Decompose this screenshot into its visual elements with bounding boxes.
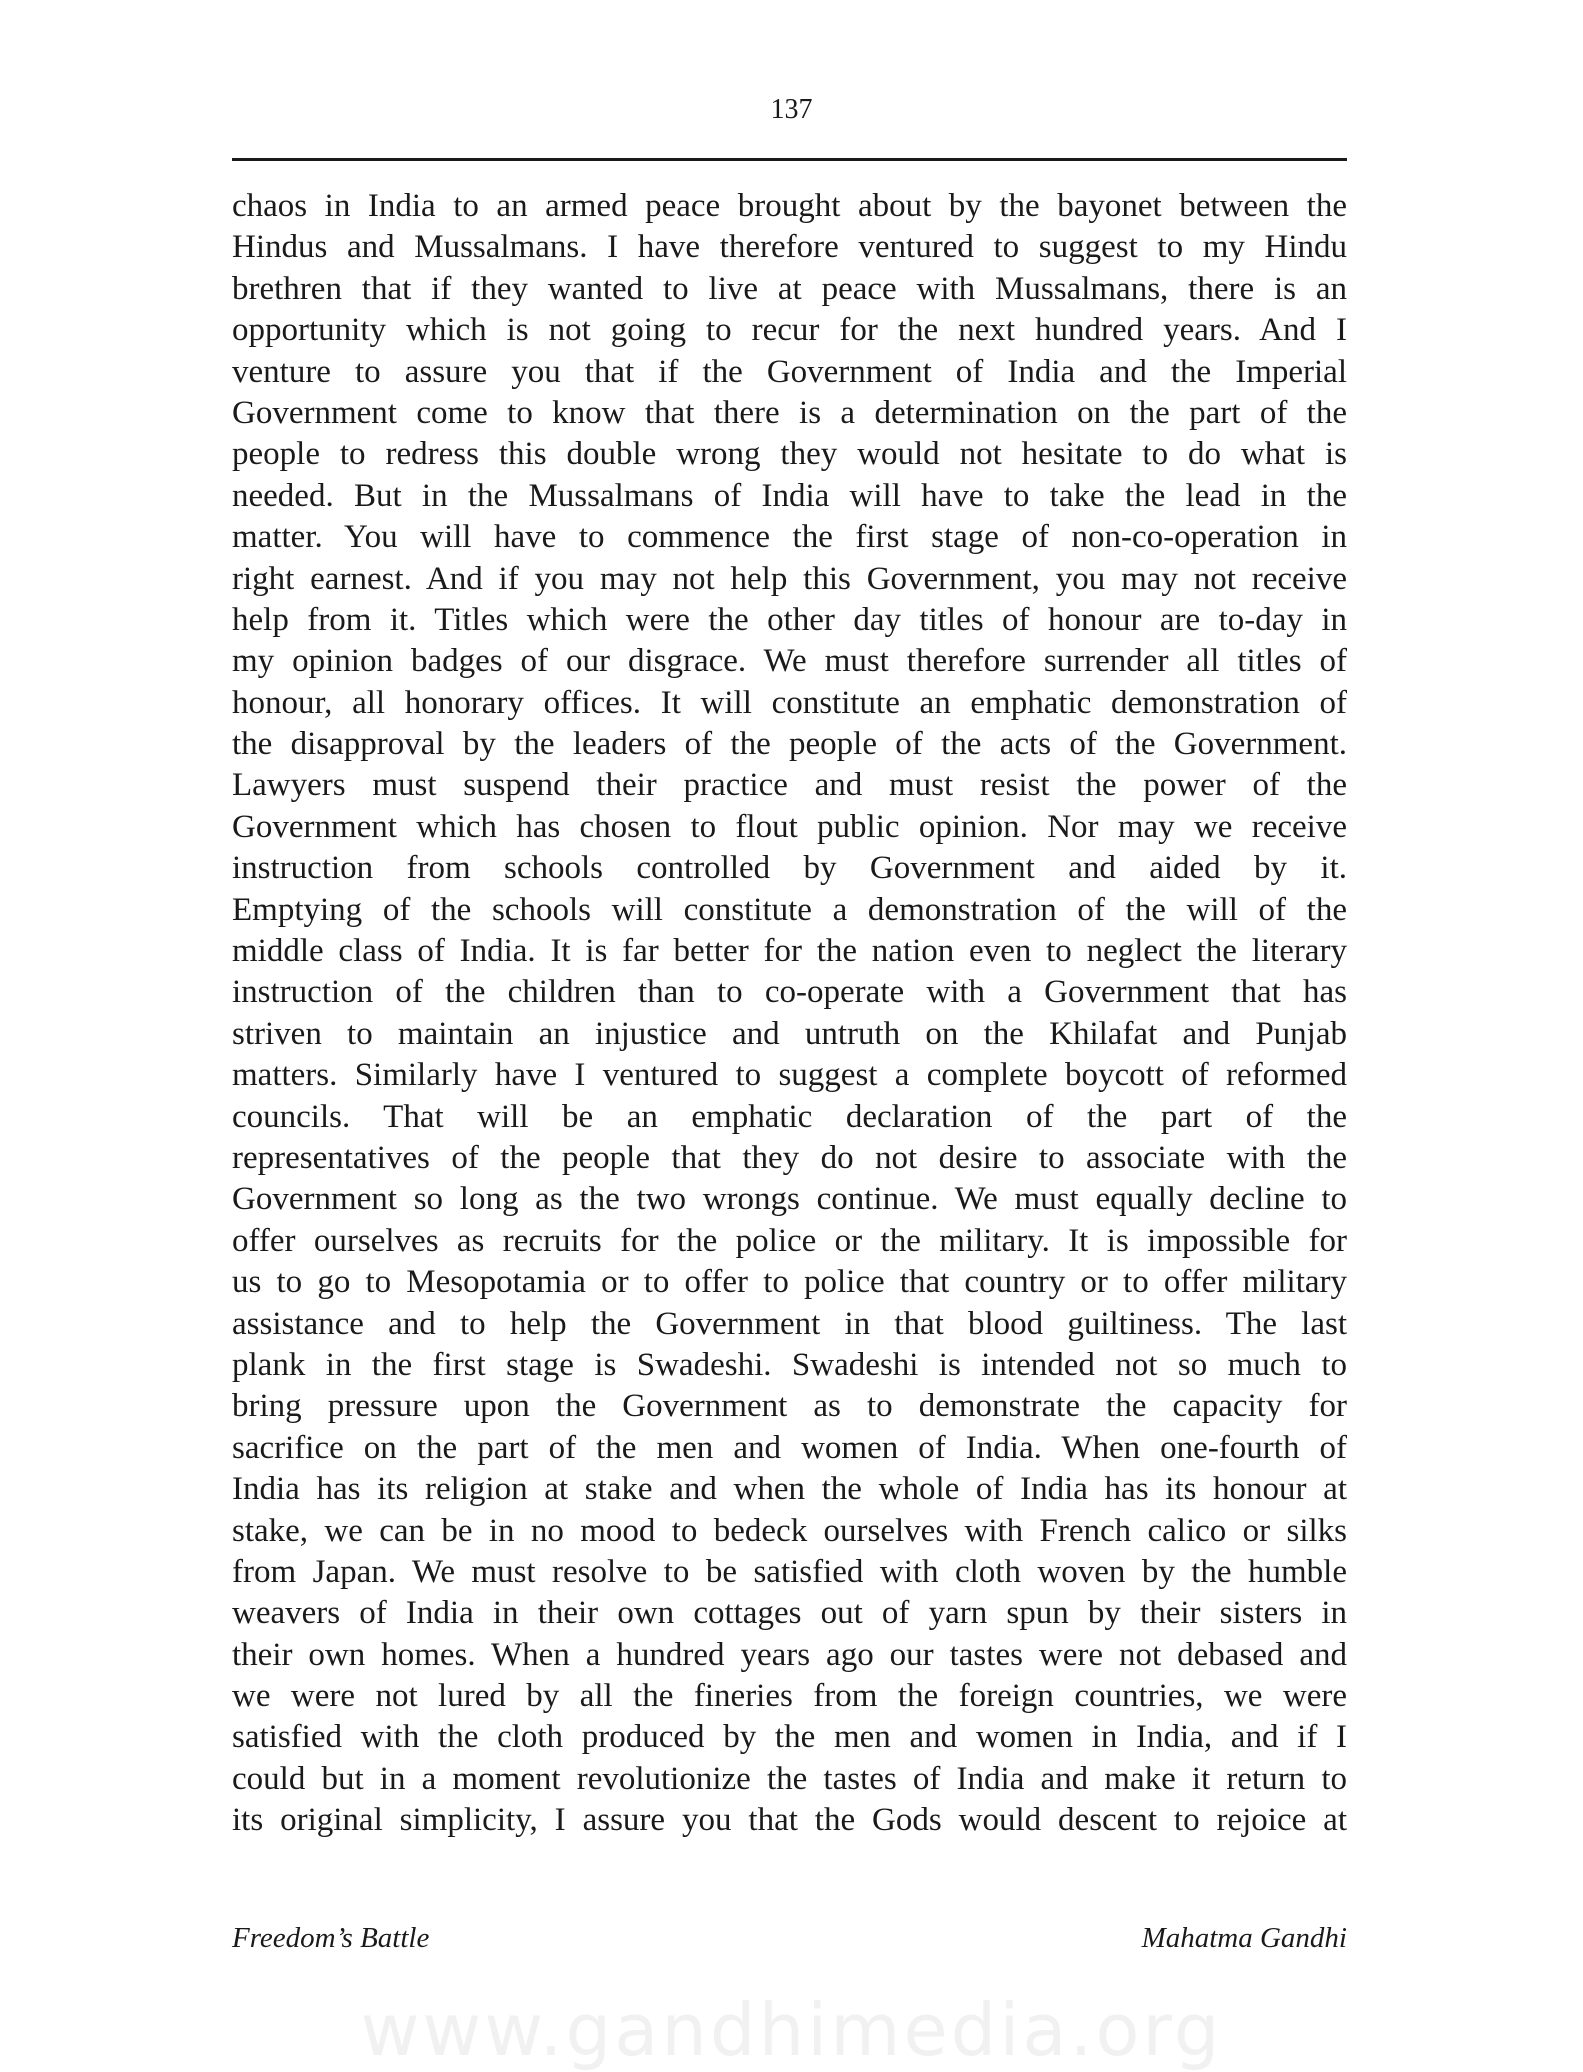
text-line: Government so long as the two wrongs continue. We must equally decline to (232, 1181, 1347, 1218)
text-line: right earnest. And if you may not help this Government, you may not receive (232, 560, 1347, 597)
text-line: striven to maintain an injustice and untruth on the Khilafat and Punjab (232, 1015, 1347, 1052)
text-line: brethren that if they wanted to live at peace with Mussalmans, there is an (232, 270, 1347, 307)
text-line: matter. You will have to commence the first stage of non-co-operation in (232, 519, 1347, 556)
text-line: my opinion badges of our disgrace. We must therefore surrender all titles of (232, 643, 1347, 680)
text-line: assistance and to help the Government in that blood guiltiness. The last (232, 1305, 1347, 1342)
text-line: representatives of the people that they do not desire to associate with the (232, 1139, 1347, 1176)
text-line: Government which has chosen to flout public opinion. Nor may we receive (232, 808, 1347, 845)
text-line: their own homes. When a hundred years ago our tastes were not debased and (232, 1636, 1347, 1673)
body-text (232, 186, 1347, 1842)
text-line: bring pressure upon the Government as to demonstrate the capacity for (232, 1388, 1347, 1425)
page-number: 137 (770, 94, 813, 125)
text-line: opportunity which is not going to recur for the next hundred years. And I (232, 312, 1347, 349)
text-line: Lawyers must suspend their practice and must resist the power of the (232, 767, 1347, 804)
text-line: satisfied with the cloth produced by the men and women in India, and if I (232, 1719, 1347, 1756)
header-rule (232, 158, 1347, 161)
text-line: matters. Similarly have I ventured to suggest a complete boycott of reformed (232, 1057, 1347, 1094)
text-line: chaos in India to an armed peace brought about by the bayonet between the (232, 188, 1347, 224)
text-line: instruction of the children than to co-operate with a Government that has (232, 974, 1347, 1011)
footer-author: Mahatma Gandhi (1141, 1922, 1347, 1954)
footer-book-title: Freedom’s Battle (232, 1922, 430, 1954)
text-line: instruction from schools controlled by Government and aided by it. (232, 850, 1347, 887)
text-line: from Japan. We must resolve to be satisfied with cloth woven by the humble (232, 1553, 1347, 1590)
text-line: weavers of India in their own cottages out of yarn spun by their sisters in (232, 1595, 1347, 1632)
watermark-url: www.gandhimedia.org (360, 1988, 1223, 2072)
text-line: honour, all honorary offices. It will constitute an emphatic demonstration of (232, 684, 1347, 721)
text-line: offer ourselves as recruits for the police or the military. It is impossible for (232, 1222, 1347, 1259)
text-line: venture to assure you that if the Government of India and the Imperial (232, 353, 1347, 390)
text-line: Government come to know that there is a determination on the part of the (232, 394, 1347, 431)
text-line: Emptying of the schools will constitute a demonstration of the will of the (232, 891, 1347, 928)
text-line: people to redress this double wrong they would not hesitate to do what is (232, 436, 1347, 473)
text-line: stake, we can be in no mood to bedeck ourselves with French calico or silks (232, 1512, 1347, 1549)
text-line: middle class of India. It is far better for the nation even to neglect the literary (232, 933, 1347, 970)
text-line: its original simplicity, I assure you that the Gods would descent to rejoice at (232, 1802, 1347, 1839)
text-line: India has its religion at stake and when the whole of India has its honour at (232, 1471, 1347, 1508)
text-line: help from it. Titles which were the other day titles of honour are to-day in (232, 601, 1347, 638)
text-line: needed. But in the Mussalmans of India will have to take the lead in the (232, 477, 1347, 514)
text-line: councils. That will be an emphatic declaration of the part of the (232, 1098, 1347, 1135)
text-line: plank in the first stage is Swadeshi. Swadeshi is intended not so much to (232, 1346, 1347, 1383)
text-line: we were not lured by all the fineries from the foreign countries, we were (232, 1678, 1347, 1715)
text-line: sacrifice on the part of the men and women of India. When one-fourth of (232, 1429, 1347, 1466)
text-line: us to go to Mesopotamia or to offer to police that country or to offer military (232, 1264, 1347, 1301)
text-line: could but in a moment revolutionize the tastes of India and make it return to (232, 1760, 1347, 1797)
text-line: Hindus and Mussalmans. I have therefore ventured to suggest to my Hindu (232, 229, 1347, 266)
text-line: the disapproval by the leaders of the people of the acts of the Government. (232, 726, 1347, 763)
